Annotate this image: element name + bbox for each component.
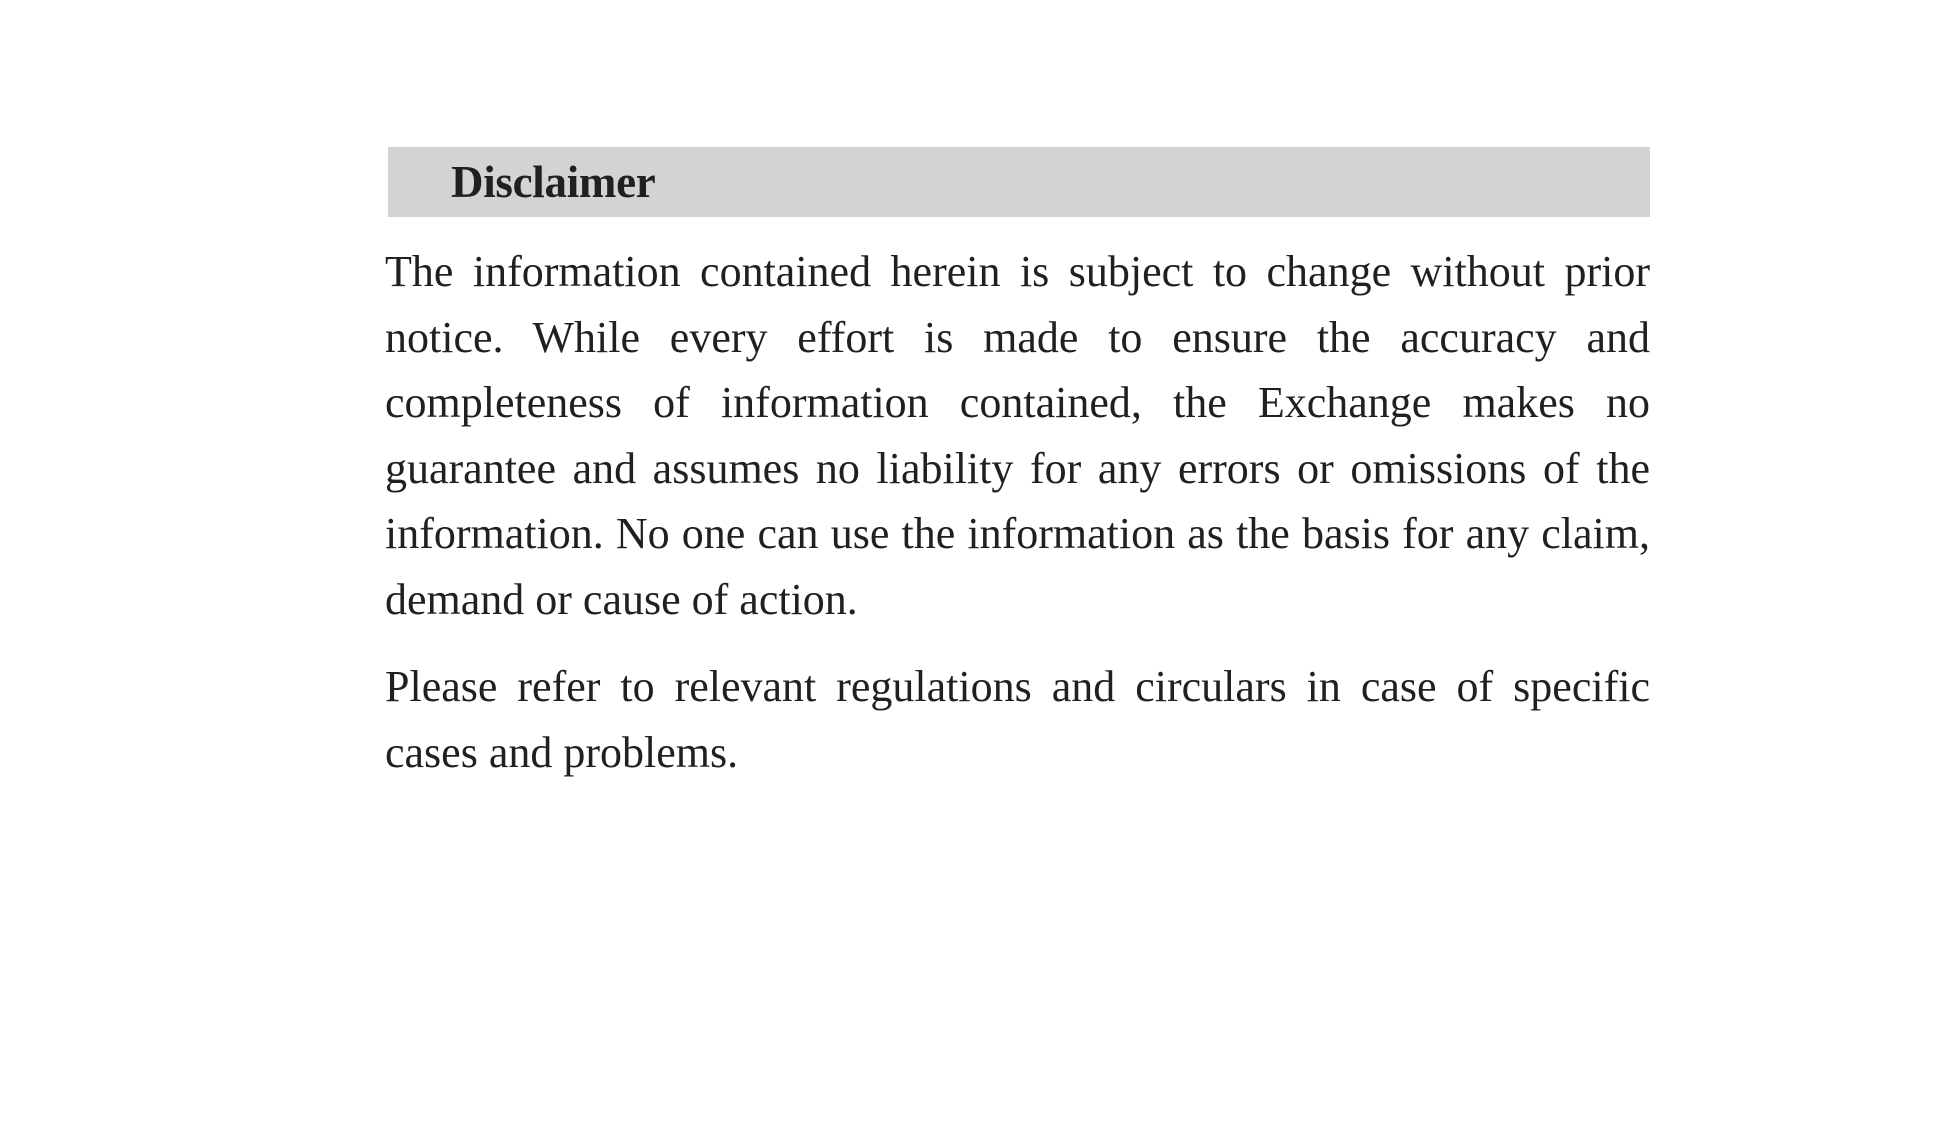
- disclaimer-paragraph-2: Please refer to relevant regulations and circulars in case of specific cases and problems.: [385, 662, 1650, 777]
- disclaimer-title: Disclaimer: [451, 157, 656, 207]
- disclaimer-paragraph-1: The information contained herein is subject to change without prior notice. While every effort is made to ensure the accuracy and completeness of information contained, the Exchange makes no guarantee and assumes no liability for any errors or omissions of the information. No one can use the information as the basis for any claim, demand or cause of action.: [385, 247, 1650, 624]
- disclaimer-section: [385, 147, 1650, 785]
- disclaimer-header-bar: [388, 147, 1650, 217]
